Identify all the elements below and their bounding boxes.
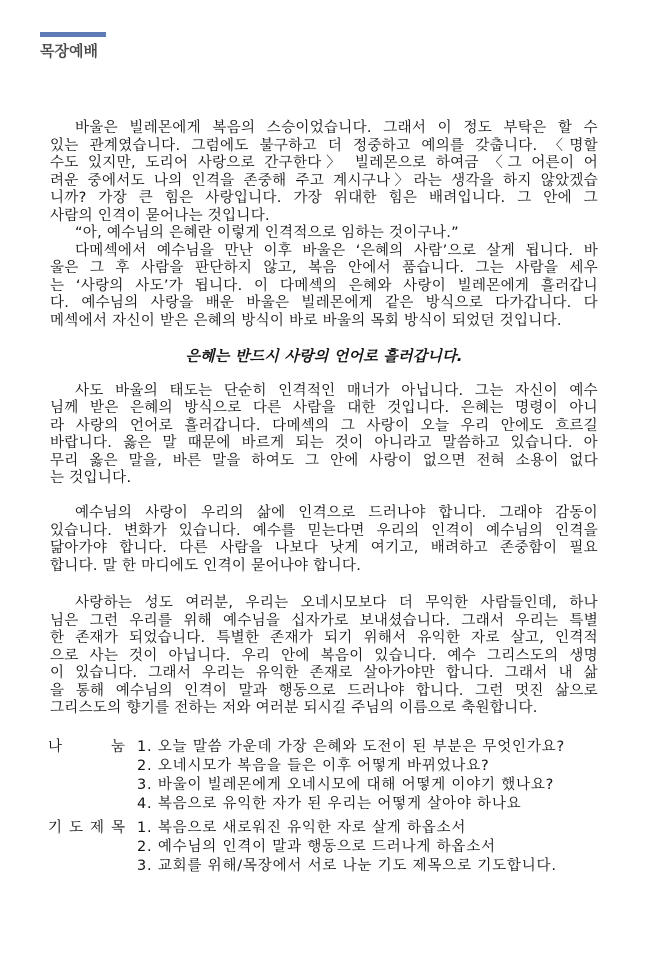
text-line: 있습니다. 변화가 있습니다. 예수를 믿는다면 우리의 인격이 예수님의 인격을 xyxy=(50,522,598,539)
text-line: 있는 관계였습니다. 그럼에도 불구하고 더 정중하고 예의를 갖춥니다. 〈명할 xyxy=(50,137,598,154)
text-line: 님은 그런 우리를 위해 예수님을 십자가로 보내셨습니다. 그래서 우리는 특별 xyxy=(50,612,598,629)
paragraph-5 xyxy=(50,505,598,575)
text-line: 는 것입니다. xyxy=(50,470,132,486)
text-line: 한 존재가 되었습니다. 특별한 존재가 되기 위해서 유익한 자로 살고, 인격적 xyxy=(50,630,598,646)
text-line: “아, 예수님의 은혜란 이렇게 인격적으로 임하는 것이구나.” xyxy=(75,225,459,241)
text-line: 예수님의 사랑이 우리의 삶에 인격으로 드러나야 합니다. 그래야 감동이 xyxy=(75,505,598,521)
sharing-question: 2. 오네시모가 복음을 들은 이후 어떻게 바뀌었나요? xyxy=(137,758,490,774)
prayer-item: 1. 복음으로 새로워진 유익한 자로 살게 하옵소서 xyxy=(137,820,467,836)
paragraph-4 xyxy=(50,383,598,488)
prayer-label: 기 도 제 목 xyxy=(48,820,125,836)
paragraph-6 xyxy=(50,595,598,718)
paragraph-3 xyxy=(50,243,598,331)
discussion-section xyxy=(48,738,608,876)
text-line: 바랍니다. 옳은 말 때문에 바르게 되는 것이 아니라고 말씀하고 있습니다. 아 xyxy=(50,435,598,451)
text-line: 사도 바울의 태도는 단순히 인격적인 매너가 아닙니다. 그는 자신이 예수 xyxy=(75,382,598,399)
text-line: 다. 예수님의 사랑을 배운 바울은 빌레몬에게 같은 방식으로 다가갑니다. 다 xyxy=(50,295,598,311)
sermon-body xyxy=(50,120,598,718)
text-line: 무리 옳은 말을, 바른 말을 하여도 그 안에 사랑이 없으면 전혀 소용이 없다 xyxy=(50,452,598,469)
paragraph-2 xyxy=(50,225,598,243)
text-line: 합니다. 말 한 마디에도 인격이 묻어나야 합니다. xyxy=(50,557,362,574)
sharing-questions xyxy=(137,738,565,814)
text-line: 을 통해 예수님의 인격이 말과 행동으로 드러나야 합니다. 그런 멋진 삶으로 xyxy=(50,682,598,699)
text-line: 닮아가야 합니다. 다른 사람을 나보다 낫게 여기고, 배려하고 존중함이 필요 xyxy=(50,540,598,556)
text-line: 으로 사는 것이 아닙니다. 우리 안에 복음이 있습니다. 예수 그리스도의 생명 xyxy=(50,647,598,664)
text-line: 는 ‘사랑의 사도’가 됩니다. 이 다메섹의 은혜와 사랑이 빌레몬에게 흘러갑니 xyxy=(50,277,598,294)
sharing-question: 1. 오늘 말씀 가운데 가장 은혜와 도전이 된 부분은 무엇인가요? xyxy=(137,739,565,755)
section-heading: 은혜는 반드시 사랑의 언어로 흘러갑니다. xyxy=(185,346,463,365)
text-line: 메섹에서 자신이 받은 은혜의 방식이 바로 바울의 목회 방식이 되었던 것입니다. xyxy=(50,312,562,329)
text-line: 니까? 가장 큰 힘은 사랑입니다. 가장 위대한 힘은 배려입니다. 그 안에 그 xyxy=(50,190,598,206)
text-line: 울은 그 후 사람을 판단하지 않고, 복음 안에서 품습니다. 그는 사람을 세우 xyxy=(50,260,598,276)
sharing-question: 3. 바울이 빌레몬에게 오네시모에 대해 어떻게 이야기 했나요? xyxy=(137,777,555,793)
text-line: 그리스도의 향기를 전하는 저와 여러분 되시길 주님의 이름으로 축원합니다. xyxy=(50,700,538,716)
document-title: 목장예배 xyxy=(40,42,98,60)
text-line: 려운 중에서도 나의 인격을 존중해 주고 계시구나〉라는 생각을 하지 않았겠습 xyxy=(50,172,598,189)
sharing-block xyxy=(48,738,608,814)
text-line: 님께 받은 은혜의 방식으로 다른 사람을 대한 것입니다. 은혜는 명령이 아니 xyxy=(50,400,598,416)
text-line: 바울은 빌레몬에게 복음의 스승이었습니다. 그래서 이 정도 부탁은 할 수 xyxy=(75,120,598,136)
paragraph-1 xyxy=(50,120,598,225)
text-line: 수도 있지만, 도리어 사랑으로 간구한다〉 빌레몬으로 하여금 〈그 어른이 어 xyxy=(50,155,598,171)
text-line: 라 사랑의 언어로 흘러갑니다. 다메섹의 그 사랑이 오늘 우리 안에도 흐르길 xyxy=(50,417,598,434)
text-line: 사랑하는 성도 여러분, 우리는 오네시모보다 더 무익한 사람들인데, 하나 xyxy=(75,595,598,611)
prayer-items xyxy=(137,819,557,876)
sharing-label: 나 눔 xyxy=(48,739,125,755)
text-line: 사람의 인격이 묻어나는 것입니다. xyxy=(50,207,270,224)
prayer-block xyxy=(48,819,608,876)
text-line: 다메섹에서 예수님을 만난 이후 바울은 ‘은혜의 사람’으로 살게 됩니다. 바 xyxy=(75,242,598,259)
header-accent-bar xyxy=(40,32,106,37)
sharing-question: 4. 복음으로 유익한 자가 된 우리는 어떻게 살아야 하나요 xyxy=(137,796,522,812)
prayer-item: 2. 예수님의 인격이 말과 행동으로 드러나게 하옵소서 xyxy=(137,839,496,855)
prayer-item: 3. 교회를 위해/목장에서 서로 나눈 기도 제목으로 기도합니다. xyxy=(137,858,557,874)
text-line: 이 있습니다. 그래서 우리는 유익한 존재로 살아가야만 합니다. 그래서 내 삶 xyxy=(50,665,598,681)
